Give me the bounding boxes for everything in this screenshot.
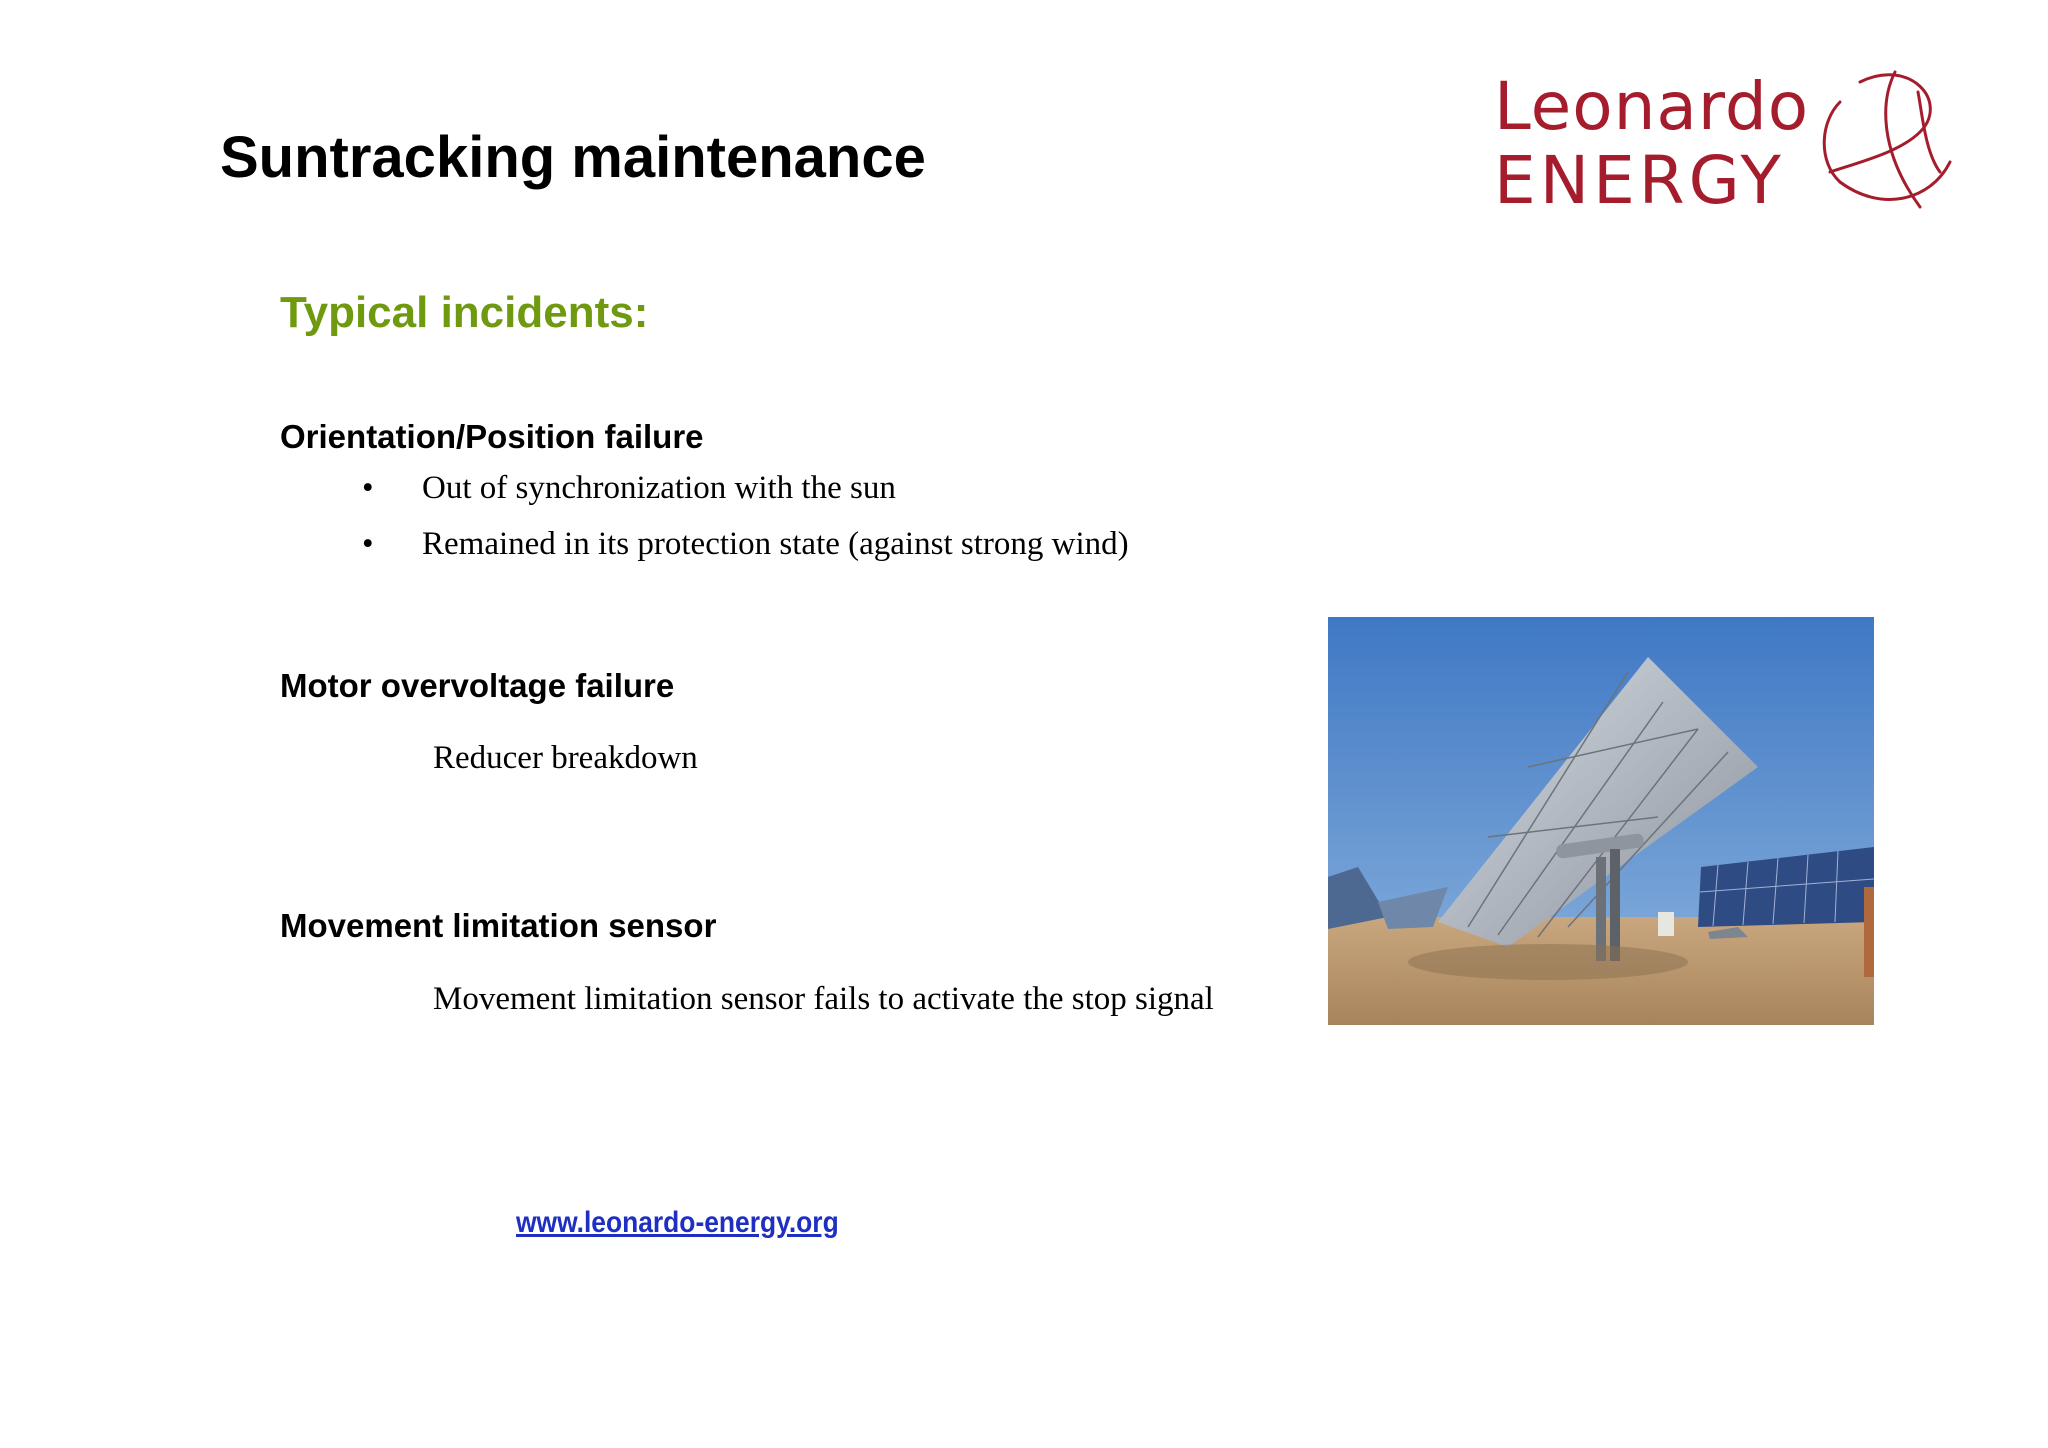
logo-swirl-icon	[1800, 62, 1960, 222]
bullet-text: Remained in its protection state (against strong wind)	[422, 526, 1129, 562]
bullet-text: Out of synchronization with the sun	[422, 470, 896, 506]
section-heading-motor: Motor overvoltage failure	[280, 667, 675, 704]
section-heading-movement: Movement limitation sensor	[280, 907, 717, 944]
section-heading-orientation: Orientation/Position failure	[280, 418, 704, 455]
section-text-motor: Reducer breakdown	[433, 740, 698, 776]
footer-website-link[interactable]: www.leonardo-energy.org	[516, 1206, 839, 1239]
section-text-movement: Movement limitation sensor fails to activate the stop signal	[433, 981, 1214, 1017]
logo-text-leonardo: Leonardo	[1494, 68, 1810, 145]
bullet-icon: •	[362, 470, 374, 506]
leonardo-energy-logo	[1490, 62, 1960, 232]
subtitle: Typical incidents:	[280, 288, 649, 337]
slide-title: Suntracking maintenance	[220, 125, 926, 190]
logo-text-energy: ENERGY	[1494, 142, 1785, 219]
solar-tracker-photo	[1328, 617, 1874, 1025]
bullet-icon: •	[362, 526, 374, 562]
